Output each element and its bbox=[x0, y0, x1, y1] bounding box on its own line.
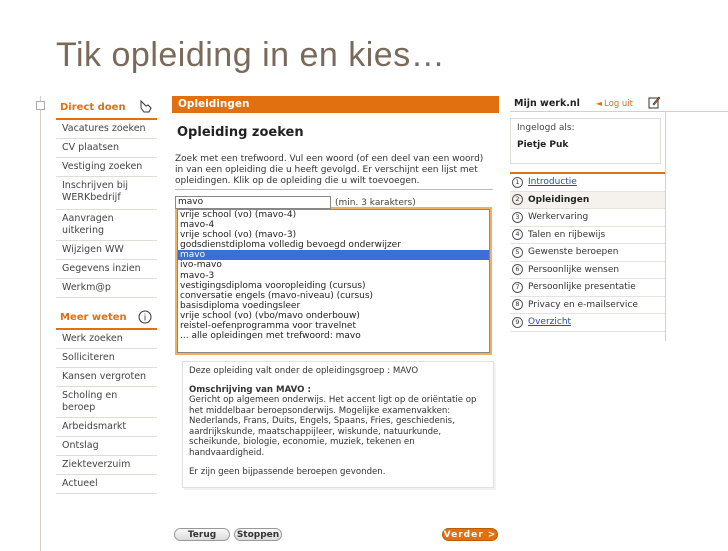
step-label[interactable]: Overzicht bbox=[528, 317, 572, 328]
main-panel bbox=[172, 96, 499, 488]
step-number-icon: 4 bbox=[512, 229, 523, 240]
info-group-text: Deze opleiding valt onder de opleidingsgroep : MAVO bbox=[189, 366, 419, 376]
search-input[interactable] bbox=[175, 196, 331, 209]
search-hint: (min. 3 karakters) bbox=[335, 197, 416, 208]
nav-item[interactable]: Werkm@p bbox=[56, 279, 157, 298]
right-header bbox=[510, 96, 665, 111]
step-label: Talen en rijbewijs bbox=[528, 229, 606, 240]
info-icon bbox=[137, 309, 153, 325]
suggestion-option[interactable]: mavo-4 bbox=[180, 220, 215, 231]
next-button[interactable]: Verder > bbox=[443, 530, 497, 540]
logout-label: Log uit bbox=[604, 98, 633, 109]
logout-link[interactable] bbox=[596, 99, 633, 109]
suggestion-option[interactable]: basisdiploma voedingsleer bbox=[180, 300, 301, 311]
suggestion-option[interactable]: godsdienstdiploma volledig bevoegd onderwijzer bbox=[180, 240, 401, 251]
nav-section-direct-doen bbox=[56, 96, 157, 120]
step-item bbox=[510, 262, 665, 280]
step-label[interactable]: Introductie bbox=[528, 177, 577, 188]
step-item[interactable] bbox=[510, 172, 665, 192]
step-number-icon: 9 bbox=[512, 317, 523, 328]
step-label: Privacy en e-mailservice bbox=[528, 299, 638, 310]
step-number-icon: 1 bbox=[512, 177, 523, 188]
slide-title: Tik opleiding in en kies… bbox=[56, 36, 446, 74]
nav-item[interactable]: CV plaatsen bbox=[56, 139, 157, 158]
step-item bbox=[510, 244, 665, 262]
search-row bbox=[175, 196, 499, 209]
step-label: Werkervaring bbox=[528, 212, 589, 223]
step-item bbox=[510, 192, 665, 210]
nav-item[interactable]: Solliciteren bbox=[56, 349, 157, 368]
login-box bbox=[510, 118, 661, 164]
step-label: Opleidingen bbox=[528, 194, 590, 205]
nav-item[interactable]: Gegevens inzien bbox=[56, 260, 157, 279]
edit-document-icon bbox=[647, 95, 661, 113]
left-nav bbox=[56, 96, 157, 494]
suggestion-option[interactable]: ... alle opleidingen met trefwoord: mavo bbox=[180, 331, 361, 342]
nav-item[interactable]: Aanvragen uitkering bbox=[56, 210, 157, 241]
section-header: Opleidingen bbox=[172, 96, 499, 113]
step-number-icon: 6 bbox=[512, 264, 523, 275]
nav-section-title: Meer weten bbox=[60, 311, 127, 323]
step-label: Persoonlijke presentatie bbox=[528, 282, 636, 293]
suggestion-option[interactable]: vestigingsdiploma vooropleiding (cursus) bbox=[180, 280, 366, 291]
step-number-icon: 3 bbox=[512, 212, 523, 223]
suggestion-option[interactable]: vrije school (vo) (vbo/mavo onderbouw) bbox=[180, 310, 360, 321]
divider bbox=[175, 189, 493, 190]
step-item bbox=[510, 209, 665, 227]
step-number-icon: 8 bbox=[512, 299, 523, 310]
suggestion-option[interactable]: vrije school (vo) (mavo-3) bbox=[180, 230, 297, 241]
nav-item[interactable]: Scholing en beroep bbox=[56, 387, 157, 418]
nav-item[interactable]: Arbeidsmarkt bbox=[56, 418, 157, 437]
step-item bbox=[510, 279, 665, 297]
info-heading: Omschrijving van MAVO : bbox=[189, 384, 311, 395]
info-no-results: Er zijn geen bijpassende beroepen gevonden. bbox=[189, 467, 386, 477]
suggestion-option[interactable]: vrije school (vo) (mavo-4) bbox=[180, 210, 297, 220]
step-label: Gewenste beroepen bbox=[528, 247, 619, 258]
step-number-icon: 2 bbox=[512, 194, 523, 205]
instructions-text: Zoek met een trefwoord. Vul een woord (of een deel van een woord) in van een opleiding die u heeft gevolgd. Er verschijnt een lijst met opleidingen. Klik op de opleiding die u wilt toevoegen. bbox=[175, 154, 484, 186]
nav-item[interactable]: Vestiging zoeken bbox=[56, 158, 157, 177]
stop-button[interactable]: Stoppen bbox=[234, 528, 282, 541]
step-label: Persoonlijke wensen bbox=[528, 264, 620, 275]
nav-item[interactable]: Wijzigen WW bbox=[56, 241, 157, 260]
suggestion-option[interactable]: conversatie engels (mavo-niveau) (cursus) bbox=[180, 290, 374, 301]
nav-item[interactable]: Actueel bbox=[56, 475, 157, 494]
right-panel bbox=[510, 96, 665, 332]
step-item bbox=[510, 227, 665, 245]
step-item bbox=[510, 297, 665, 315]
pointer-hand-icon bbox=[137, 99, 153, 115]
step-list bbox=[510, 172, 665, 332]
nav-item[interactable]: Inschrijven bij WERKbedrijf bbox=[56, 177, 157, 210]
suggestion-list[interactable] bbox=[177, 209, 490, 353]
info-box bbox=[182, 361, 494, 488]
suggestion-option[interactable]: reistel-oefenprogramma voor travelnet bbox=[180, 321, 357, 332]
suggestion-option[interactable]: mavo bbox=[178, 250, 489, 260]
nav-item[interactable]: Kansen vergroten bbox=[56, 368, 157, 387]
slide-divider bbox=[40, 96, 41, 551]
slide-rule-vertical bbox=[665, 111, 666, 341]
nav-item[interactable]: Werk zoeken bbox=[56, 330, 157, 349]
login-username: Pietje Puk bbox=[517, 140, 569, 150]
step-number-icon: 7 bbox=[512, 282, 523, 293]
back-button[interactable]: Terug bbox=[174, 528, 230, 541]
page-title: Opleiding zoeken bbox=[177, 125, 304, 140]
mijn-werk-title: Mijn werk.nl bbox=[514, 98, 580, 109]
step-number-icon: 5 bbox=[512, 247, 523, 258]
info-description: Gericht op algemeen onderwijs. Het accent ligt op de oriëntatie op het middelbaar beroepsonderwijs. Mogelijke examenvakken: Nederlands, Frans, Duits, Engels, Spaans, Fries, geschiedenis, aardrijkskunde, maatschappijleer, wiskunde, natuurkunde, scheikunde, biologie, economie, muziek, tekenen en handvaardigheid. bbox=[189, 395, 477, 458]
suggestion-option[interactable]: mavo-3 bbox=[180, 270, 215, 281]
nav-item[interactable]: Vacatures zoeken bbox=[56, 120, 157, 139]
svg-text:i: i bbox=[143, 313, 147, 324]
arrow-left-icon: ◄ bbox=[595, 98, 603, 108]
step-item[interactable] bbox=[510, 314, 665, 332]
nav-section-title: Direct doen bbox=[60, 101, 126, 113]
slide-bullet-square bbox=[36, 101, 45, 110]
login-label: Ingelogd als: bbox=[517, 123, 575, 133]
nav-section-meer-weten bbox=[56, 306, 157, 330]
nav-item[interactable]: Ziekteverzuim bbox=[56, 456, 157, 475]
suggestion-option[interactable]: ivo-mavo bbox=[180, 260, 222, 271]
nav-item[interactable]: Ontslag bbox=[56, 437, 157, 456]
